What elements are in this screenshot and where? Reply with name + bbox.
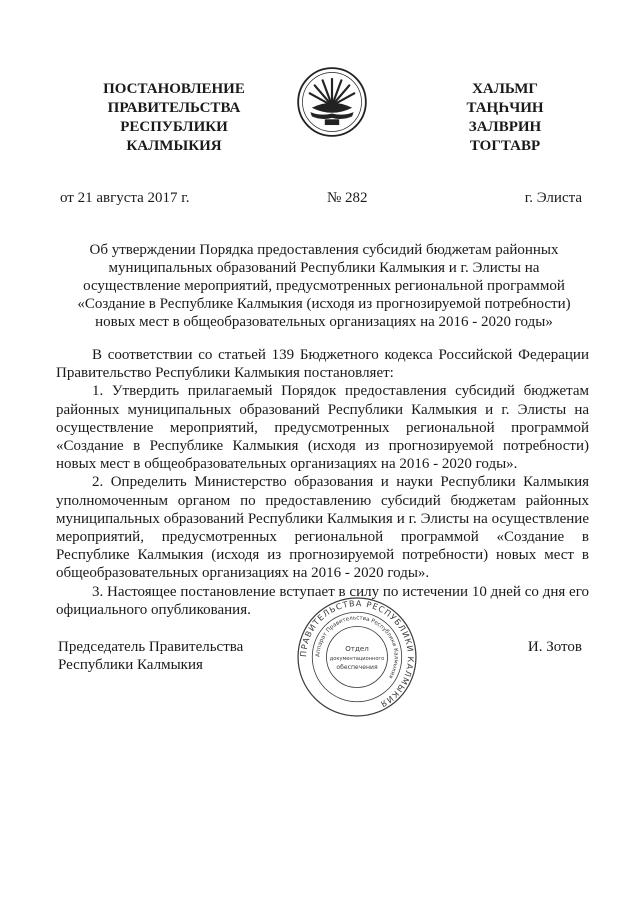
header-right-title	[430, 80, 580, 156]
official-seal-stamp	[296, 596, 418, 718]
seal-ring-text: ПРАВИТЕЛЬСТВА РЕСПУБЛИКИ КАЛМЫКИЯ	[298, 598, 416, 710]
body-paragraph: 1. Утвердить прилагаемый Порядок предоставления субсидий бюджетам районных муниципальных образований Республики Калмыкия и г. Элисты на осуществление мероприятий, предусмотренных региональной программой «Создание в Республике Калмыкия (исходя из прогнозируемой потребности) новых мест в общеобразовательных организациях на 2016 - 2020 годы».	[56, 383, 589, 473]
header-left-line: ПРАВИТЕЛЬСТВА	[107, 100, 241, 116]
coat-of-arms-icon	[296, 66, 368, 138]
seal-center-line: обеспечения	[336, 664, 378, 672]
document-city: г. Элиста	[524, 190, 582, 206]
signatory-title-line: Республики Калмыкия	[58, 657, 203, 673]
seal-center-line: документационного	[329, 656, 385, 663]
document-date: от 21 августа 2017 г.	[60, 190, 190, 206]
document-number: № 282	[327, 190, 368, 206]
signatory-title	[58, 638, 278, 674]
header-left-line: ПОСТАНОВЛЕНИЕ	[103, 81, 245, 97]
header-right-line: ЗАЛВРИН	[468, 119, 542, 135]
header-left-title	[84, 80, 264, 156]
document-body	[56, 346, 589, 619]
signatory-name: И. Зотов	[527, 639, 582, 655]
body-paragraph: 3. Настоящее постановление вступает в силу по истечении 10 дней со дня его официального опубликования.	[56, 583, 589, 618]
document-title: Об утверждении Порядка предоставления субсидий бюджетам районных муниципальных образований Республики Калмыкия и г. Элисты на осуществление мероприятий, предусмотренных региональной программой «Создание в Республике Калмыкия (исходя из прогнозируемой потребности) новых мест в общеобразовательных организациях на 2016 - 2020 годы»	[77, 242, 571, 330]
body-paragraph: В соответствии со статьей 139 Бюджетного кодекса Российской Федерации Правительство Республики Калмыкия постановляет:	[56, 347, 589, 382]
header-right-line: ТОГТАВР	[469, 138, 541, 154]
signatory-title-line: Председатель Правительства	[58, 639, 244, 655]
header-left-line: РЕСПУБЛИКИ	[120, 119, 228, 135]
seal-center-line: Отдел	[345, 643, 369, 653]
body-paragraph: 2. Определить Министерство образования и науки Республики Калмыкия уполномоченным органом по предоставлению субсидий бюджетам районных муниципальных образований Республики Калмыкия и г. Элисты на осуществление мероприятий, предусмотренных региональной программой «Создание в Республике Калмыкия (исходя из прогнозируемой потребности) новых мест в общеобразовательных организациях на 2016 - 2020 годы».	[56, 474, 589, 582]
seal-inner-ring-text: Аппарат Правительства Республики Калмыкия	[315, 615, 399, 680]
header-left-line: КАЛМЫКИЯ	[126, 138, 222, 154]
header-right-line: ХАЛЬМГ	[472, 81, 538, 97]
header-right-line: ТАҢҺЧИН	[466, 100, 544, 116]
